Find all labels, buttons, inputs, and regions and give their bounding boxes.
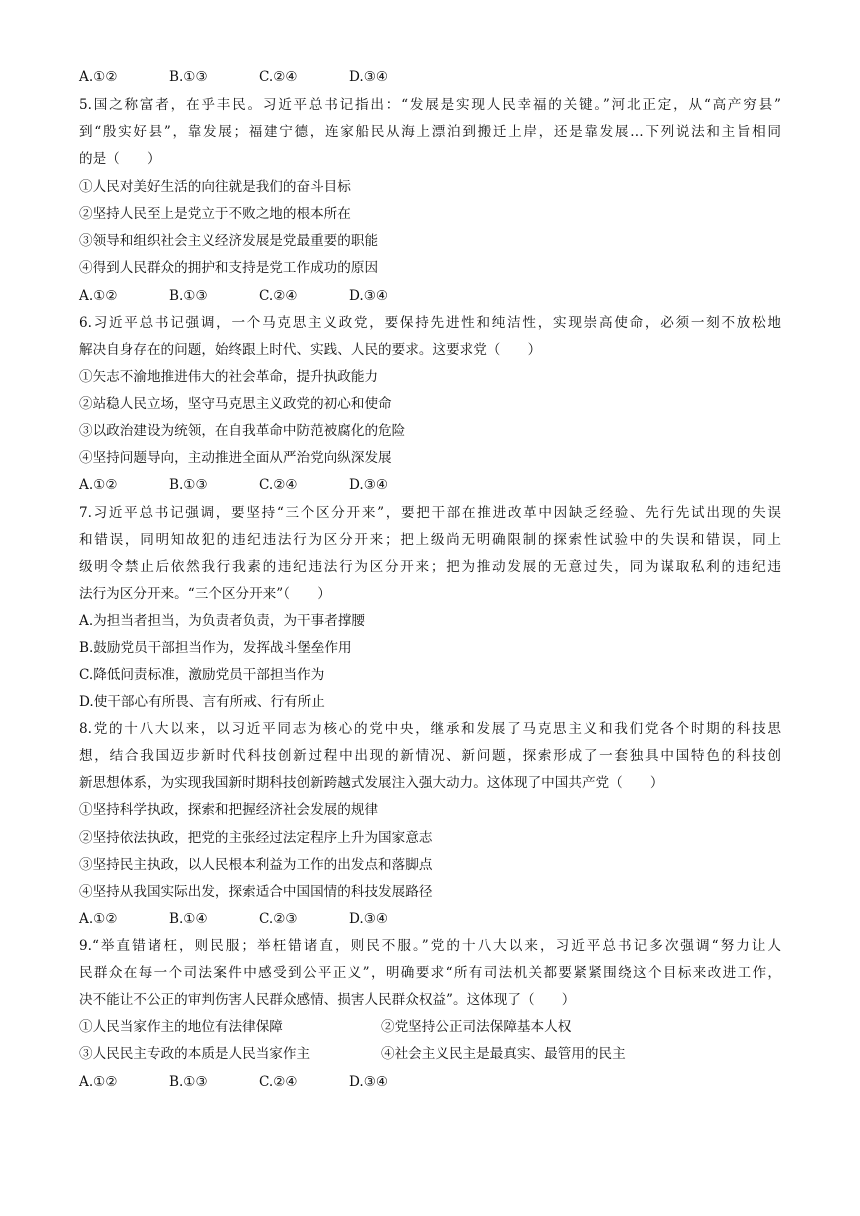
q6-item: ①矢志不渝地推进伟大的社会革命，提升执政能力 xyxy=(79,369,379,385)
q5-item: ③领导和组织社会主义经济发展是党最重要的职能 xyxy=(79,233,379,249)
option-b: B.①③ xyxy=(169,477,208,493)
q9-item: ②党坚持公正司法保障基本人权 xyxy=(381,1019,572,1035)
option-c: C.②④ xyxy=(259,288,298,304)
q5-item: ④得到人民群众的拥护和支持是党工作成功的原因 xyxy=(79,260,379,276)
option-d: D.③④ xyxy=(349,911,389,927)
option-b: B.①③ xyxy=(169,1074,208,1090)
q9-stem-line: 决不能让不公正的审判伤害人民群众感情、损害人民群众权益”。这体现了（ ） xyxy=(79,992,576,1008)
option-b: B.①④ xyxy=(169,911,208,927)
option-d: D.③④ xyxy=(349,288,389,304)
q8-item: ①坚持科学执政，探索和把握经济社会发展的规律 xyxy=(79,802,379,818)
q7-option: D.使干部心有所畏、言有所戒、行有所止 xyxy=(79,694,325,710)
q8-stem-line: 想，结合我国迈步新时代科技创新过程中出现的新情况、新问题，探索形成了一套独具中国特色的科技创 xyxy=(79,748,781,764)
q7-stem-line: 和错误，同明知故犯的违纪违法行为区分开来；把上级尚无明确限制的探索性试验中的失误和错误，同上 xyxy=(79,532,781,548)
q9-stem-line: 9.“举直错诸枉，则民服；举枉错诸直，则民不服。”党的十八大以来，习近平总书记多次强调“努力让人 xyxy=(79,938,781,954)
option-d: D.③④ xyxy=(349,69,389,85)
q6-item: ④坚持问题导向，主动推进全面从严治党向纵深发展 xyxy=(79,450,392,466)
option-d: D.③④ xyxy=(349,1074,389,1090)
q5-stem-line: 5.国之称富者，在乎丰民。习近平总书记指出：“发展是实现人民幸福的关键。”河北正定，从“高产穷县” xyxy=(79,97,781,113)
q7-option: C.降低问责标准，激励党员干部担当作为 xyxy=(79,667,325,683)
option-a: A.①② xyxy=(79,911,118,927)
q7-stem-line: 法行为区分开来。“三个区分开来”（ ） xyxy=(79,586,331,602)
option-c: C.②③ xyxy=(259,911,298,927)
q5-item: ②坚持人民至上是党立于不败之地的根本所在 xyxy=(79,206,351,222)
q6-stem-line: 解决自身存在的问题，始终跟上时代、实践、人民的要求。这要求党（ ） xyxy=(79,342,542,358)
q8-item: ④坚持从我国实际出发，探索适合中国国情的科技发展路径 xyxy=(79,884,433,900)
q7-option: B.鼓励党员干部担当作为，发挥战斗堡垒作用 xyxy=(79,640,352,656)
option-c: C.②④ xyxy=(259,477,298,493)
q5-stem-line: 的是（ ） xyxy=(79,151,161,167)
q9-item: ①人民当家作主的地位有法律保障 xyxy=(79,1019,283,1035)
q8-item: ②坚持依法执政，把党的主张经过法定程序上升为国家意志 xyxy=(79,830,433,846)
q6-item: ②站稳人民立场，坚守马克思主义政党的初心和使命 xyxy=(79,396,392,412)
option-c: C.②④ xyxy=(259,69,298,85)
q9-item: ③人民民主专政的本质是人民当家作主 xyxy=(79,1046,311,1062)
option-b: B.①③ xyxy=(169,288,208,304)
q9-stem-line: 民群众在每一个司法案件中感受到公平正义”，明确要求“所有司法机关都要紧紧围绕这个目标来改进工作， xyxy=(79,965,781,981)
q8-stem-line: 8.党的十八大以来，以习近平同志为核心的党中央，继承和发展了马克思主义和我们党各个时期的科技思 xyxy=(79,721,781,737)
option-a: A.①② xyxy=(79,1074,118,1090)
option-a: A.①② xyxy=(79,69,118,85)
q7-stem-line: 7.习近平总书记强调，要坚持“三个区分开来”，要把干部在推进改革中因缺乏经验、先行先试出现的失误 xyxy=(79,505,781,521)
q5-item: ①人民对美好生活的向往就是我们的奋斗目标 xyxy=(79,179,351,195)
q6-item: ③以政治建设为统领，在自我革命中防范被腐化的危险 xyxy=(79,423,406,439)
option-c: C.②④ xyxy=(259,1074,298,1090)
q6-stem-line: 6.习近平总书记强调，一个马克思主义政党，要保持先进性和纯洁性，实现崇高使命，必须一刻不放松地 xyxy=(79,315,781,331)
option-d: D.③④ xyxy=(349,477,389,493)
q5-stem-line: 到“殷实好县”，靠发展；福建宁德，连家船民从海上漂泊到搬迁上岸，还是靠发展…下列说法和主旨相同 xyxy=(79,124,781,140)
option-b: B.①③ xyxy=(169,69,208,85)
q8-item: ③坚持民主执政，以人民根本利益为工作的出发点和落脚点 xyxy=(79,857,433,873)
option-a: A.①② xyxy=(79,477,118,493)
q8-stem-line: 新思想体系，为实现我国新时期科技创新跨越式发展注入强大动力。这体现了中国共产党（ ） xyxy=(79,775,664,791)
q7-option: A.为担当者担当，为负责者负责，为干事者撑腰 xyxy=(79,613,366,629)
q9-item: ④社会主义民主是最真实、最管用的民主 xyxy=(381,1046,626,1062)
q7-stem-line: 级明令禁止后依然我行我素的违纪违法行为区分开来；把为推动发展的无意过失，同为谋取私利的违纪违 xyxy=(79,559,781,575)
option-a: A.①② xyxy=(79,288,118,304)
